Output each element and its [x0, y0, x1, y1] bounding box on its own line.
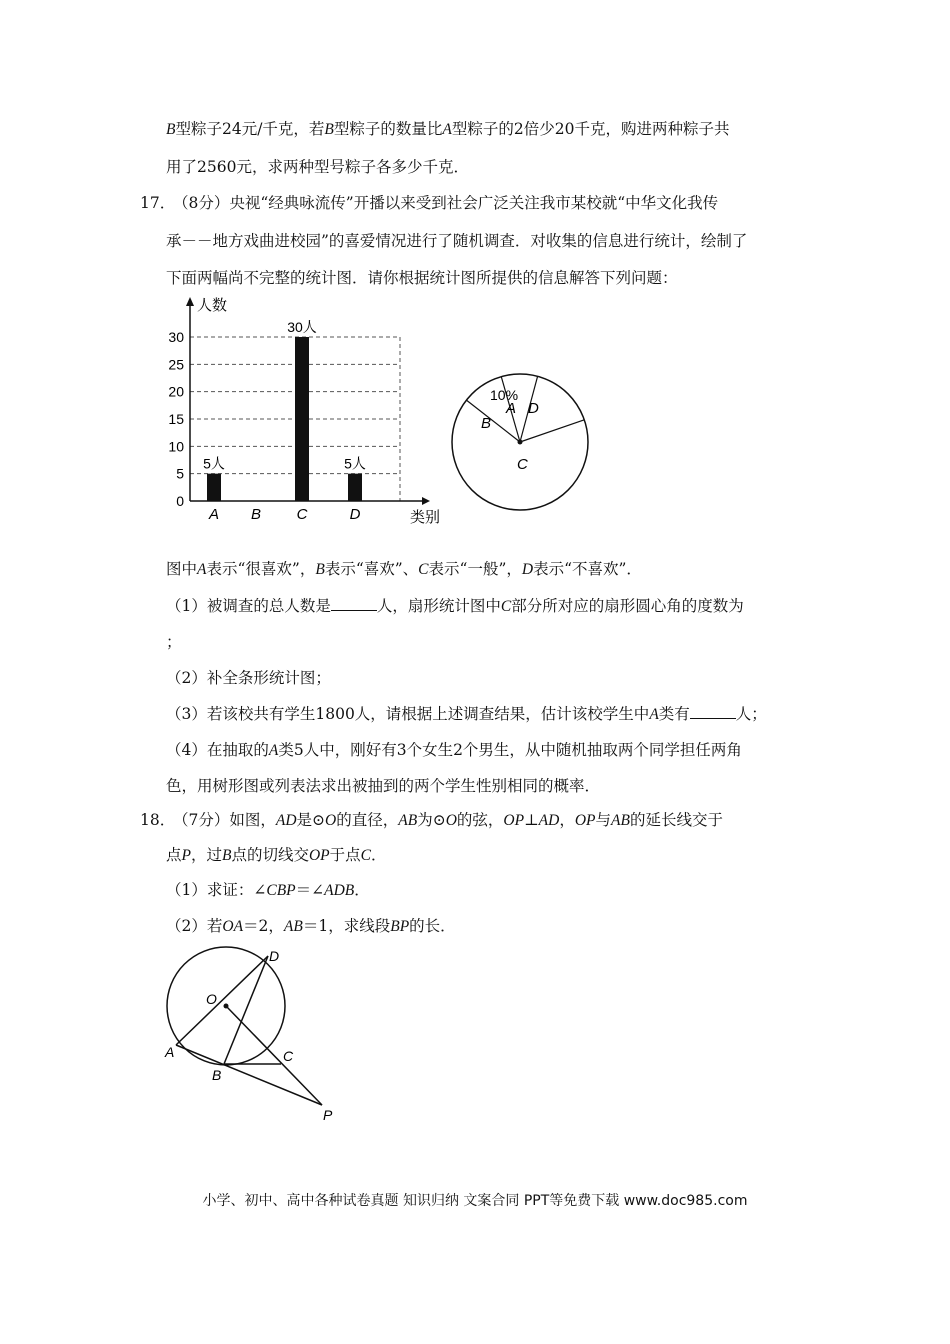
q17-legend-text: 图中A表示“很喜欢”，B表示“喜欢”、C表示“一般”，D表示“不喜欢”． — [166, 560, 642, 578]
bar-chart — [160, 292, 450, 532]
label-o: O — [206, 991, 217, 1007]
x-tick-label: C — [296, 506, 308, 523]
bar-D — [348, 474, 362, 501]
pie-label-D: D — [528, 400, 539, 417]
pie-center — [518, 440, 523, 445]
x-tick-label: B — [250, 506, 262, 523]
data-label-C: 30人 — [287, 319, 317, 335]
q17-part1-end: ； — [166, 633, 182, 651]
pie-label-C: C — [517, 456, 528, 473]
label-b: B — [212, 1067, 222, 1083]
y-tick-label: 15 — [168, 411, 184, 427]
q16-continuation-line2: 用了2560元，求两种型号粽子各多少千克． — [166, 158, 469, 176]
data-label-D: 5人 — [344, 455, 366, 472]
y-tick-label: 25 — [168, 356, 184, 373]
q17-number: 17． — [140, 194, 176, 212]
pie-divider — [520, 420, 584, 442]
q18-part1: （1）求证：∠CBP＝∠ADB． — [166, 881, 370, 899]
q17-text-line3: 下面两幅尚不完整的统计图．请你根据统计图所提供的信息解答下列问题： — [166, 269, 678, 287]
center-point — [224, 1004, 229, 1009]
y-tick-label: 10 — [168, 438, 184, 455]
circle-geometry-figure — [160, 942, 350, 1128]
pie-label-A: A — [506, 400, 517, 417]
y-tick-label: 20 — [168, 383, 184, 400]
y-axis-arrow — [186, 297, 194, 306]
answer-blank-total[interactable] — [331, 596, 377, 611]
q17-part3: （3）若该校共有学生1800人，请根据上述调查结果，估计该校学生中A类有 人； — [166, 705, 767, 723]
q17-part4-line2: 色，用树形图或列表法求出被抽到的两个学生性别相同的概率． — [166, 777, 601, 795]
line-ap — [176, 1045, 322, 1105]
q18-number: 18． — [140, 811, 176, 829]
label-p: P — [323, 1107, 333, 1123]
answer-blank-class-a[interactable] — [690, 704, 736, 719]
q18-part2: （2）若OA＝2，AB＝1，求线段BP的长． — [166, 917, 456, 935]
data-label-A: 5人 — [203, 455, 225, 472]
label-c: C — [283, 1048, 294, 1064]
q17-text-line1: （8分）央视“经典咏流传”开播以来受到社会广泛关注我市某校就“中华文化我传 — [173, 194, 719, 212]
line-op — [226, 1006, 322, 1105]
y-tick-label: 0 — [176, 493, 184, 509]
page-footer: 小学、初中、高中各种试卷真题 知识归纳 文案合同 PPT等免费下载 www.doc985.com — [202, 1193, 748, 1209]
pie-annotation: 10% — [490, 387, 519, 403]
x-axis-arrow — [422, 497, 430, 505]
q17-part4-line1: （4）在抽取的A类5人中，刚好有3个女生2个男生，从中随机抽取两个同学担任两角 — [166, 741, 742, 759]
q17-part2: （2）补全条形统计图； — [166, 669, 331, 687]
label-a: A — [165, 1044, 175, 1060]
q17-part1: （1）被调查的总人数是 人，扇形统计图中C部分所对应的扇形圆心角的度数为 — [166, 597, 744, 615]
x-tick-label: D — [349, 506, 361, 523]
y-tick-label: 30 — [168, 329, 184, 345]
label-d: D — [269, 948, 280, 964]
q17-text-line2: 承－－地方戏曲进校园”的喜爱情况进行了随机调查．对收集的信息进行统计，绘制了 — [166, 232, 748, 250]
bar-C — [295, 337, 309, 501]
y-tick-label: 5 — [176, 465, 184, 482]
y-axis-title: 人数 — [197, 297, 228, 314]
pie-chart — [445, 368, 621, 518]
x-axis-title: 类别 — [410, 509, 441, 526]
q16-continuation-line1: B型粽子24元/千克，若B型粽子的数量比A型粽子的2倍少20千克，购进两种粽子共 — [166, 120, 730, 138]
q18-text-line2: 点P，过B点的切线交OP于点C． — [166, 846, 387, 864]
bar-A — [207, 474, 221, 501]
diameter-ad — [176, 956, 268, 1045]
pie-label-B: B — [481, 415, 492, 432]
q18-text-line1: （7分）如图，AD是⊙O的直径，AB为⊙O的弦，OP⊥AD，OP与AB的延长线交于 — [173, 811, 723, 829]
x-tick-label: A — [208, 506, 220, 523]
